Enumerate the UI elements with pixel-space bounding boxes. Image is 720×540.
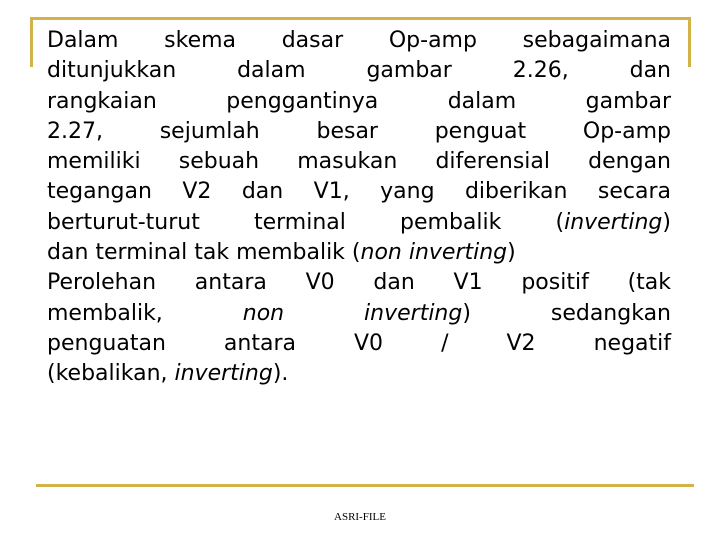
- body-paragraph: [47, 26, 671, 390]
- italic-term: non inverting: [360, 240, 508, 266]
- text-line: Perolehan antara V0 dan V1 positif (tak: [47, 270, 671, 296]
- text-line: dan terminal tak membalik (non inverting): [47, 240, 516, 266]
- text-line: memiliki sebuah masukan diferensial dengan: [47, 149, 671, 175]
- text-line: rangkaian penggantinya dalam gambar: [47, 88, 671, 114]
- text-line: berturut-turut terminal pembalik (inverting): [47, 209, 671, 235]
- text-line: membalik, non inverting) sedangkan: [47, 300, 671, 326]
- italic-term: inverting: [564, 209, 663, 235]
- text-line: Dalam skema dasar Op-amp sebagaimana: [47, 28, 671, 53]
- text-line: penguatan antara V0 / V2 negatif: [47, 330, 671, 356]
- footer-label: ASRI-FILE: [334, 511, 386, 523]
- frame-top-rule: [30, 17, 691, 20]
- text-line: (kebalikan, inverting).: [47, 361, 289, 387]
- frame-left-rule: [30, 17, 33, 67]
- italic-term: inverting: [174, 361, 273, 387]
- frame-right-rule: [688, 17, 691, 67]
- italic-term: non inverting: [242, 300, 463, 326]
- text-line: ditunjukkan dalam gambar 2.26, dan: [47, 58, 671, 84]
- text-line: tegangan V2 dan V1, yang diberikan secara: [47, 179, 671, 205]
- text-line: 2.27, sejumlah besar penguat Op-amp: [47, 118, 671, 144]
- bottom-rule: [36, 484, 694, 487]
